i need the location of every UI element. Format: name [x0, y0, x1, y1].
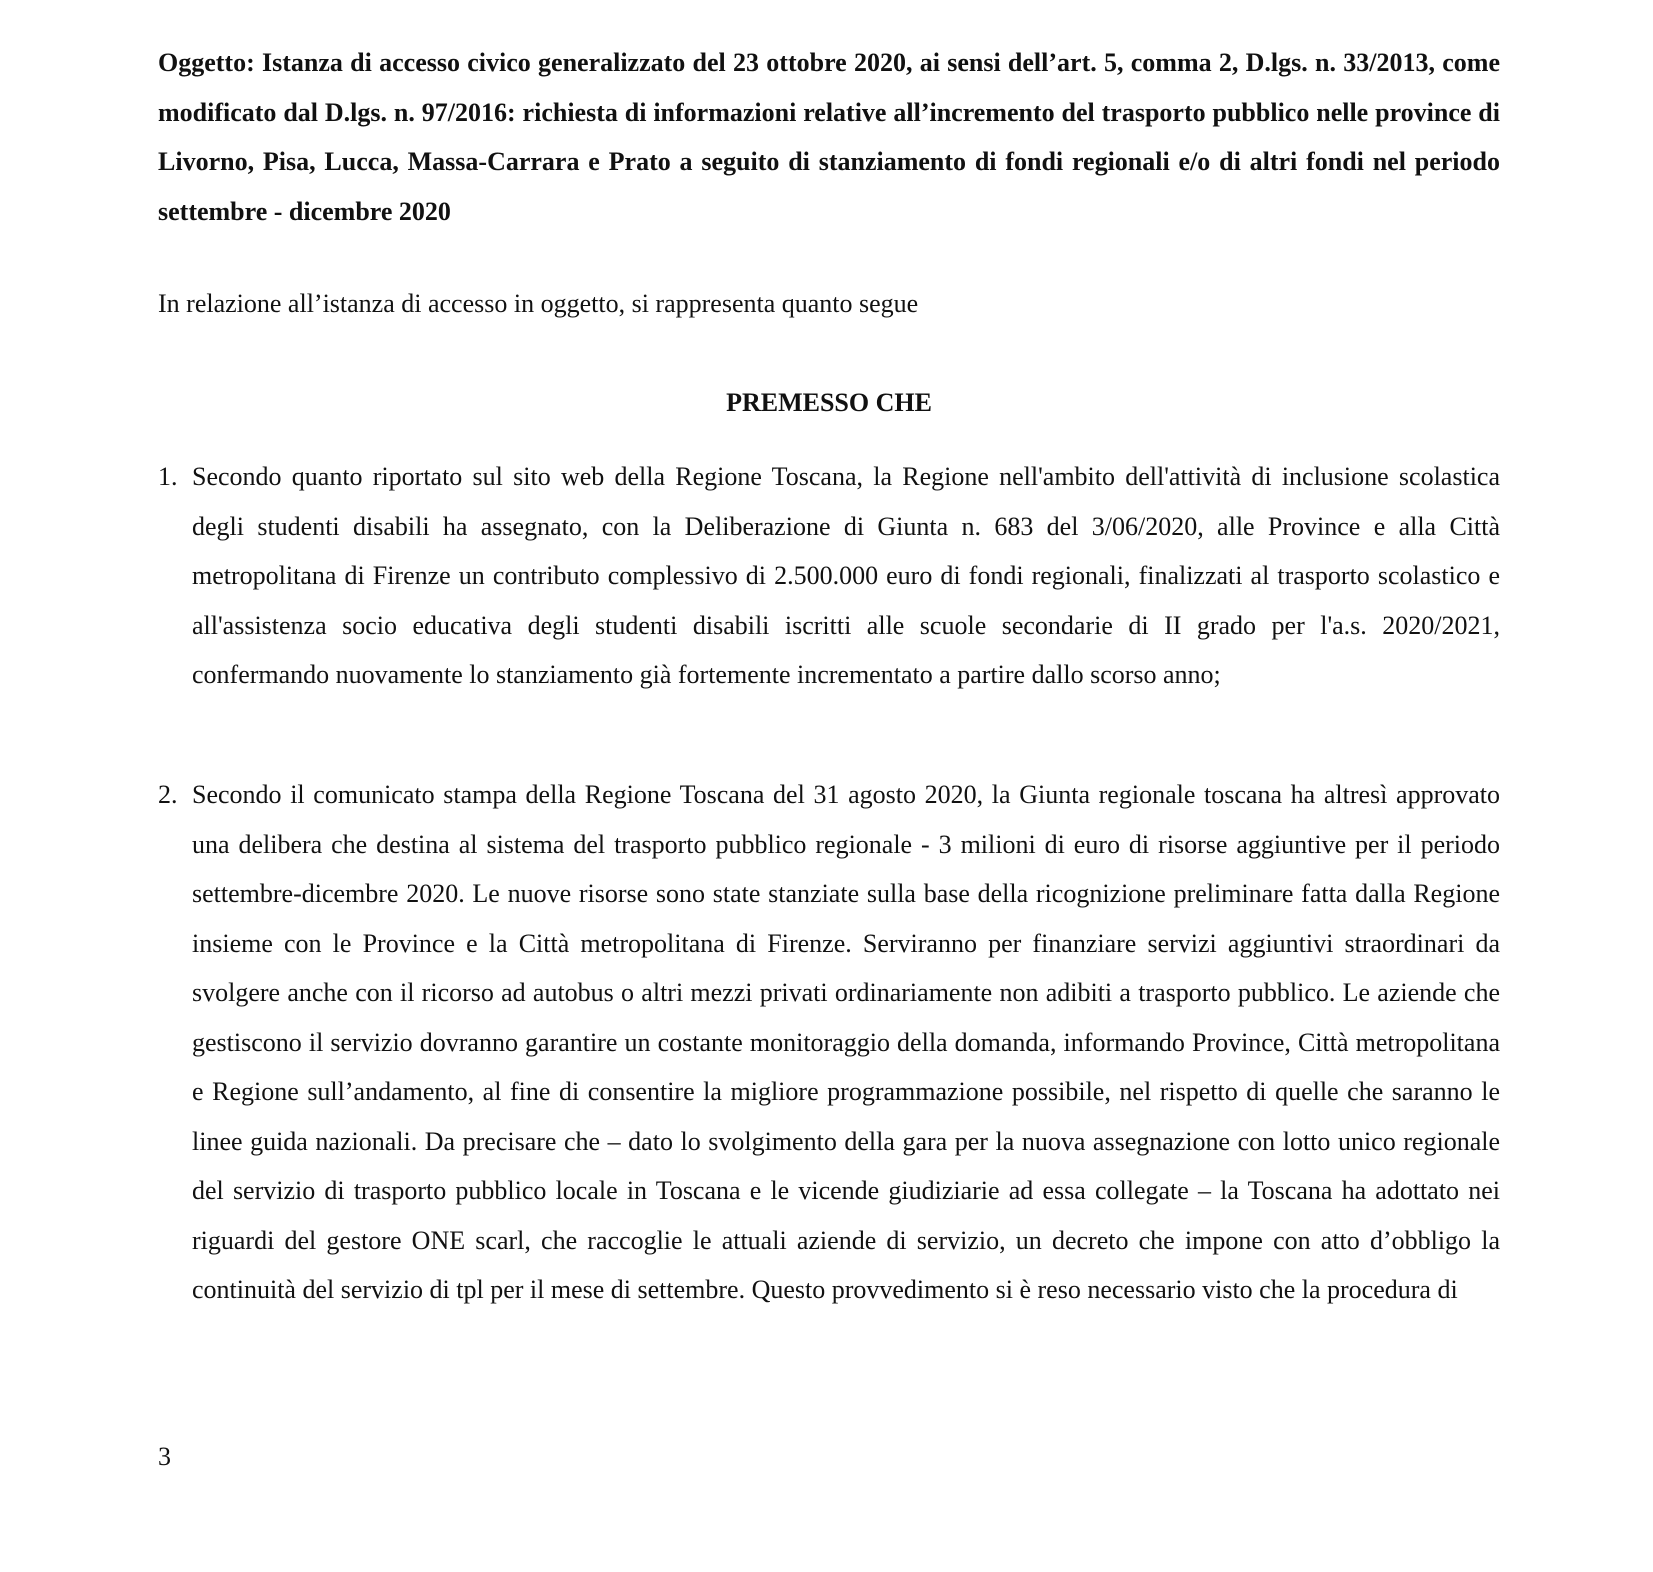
list-item-number: 1. — [158, 462, 178, 491]
list-item — [158, 770, 1500, 1315]
list-item — [158, 452, 1500, 700]
section-heading: PREMESSO CHE — [726, 388, 932, 417]
intro-sentence: In relazione all’istanza di accesso in oggetto, si rappresenta quanto segue — [158, 289, 919, 318]
list-item-body — [158, 452, 1500, 700]
list-item-body — [158, 770, 1500, 1315]
list-item-number: 2. — [158, 780, 178, 809]
page-number: 3 — [158, 1442, 171, 1471]
subject-paragraph: Oggetto: Istanza di accesso civico generalizzato del 23 ottobre 2020, ai sensi dell’art. 5, comma 2, D.lgs. n. 33/2013, come modificato dal D.lgs. n. 97/2016: richiesta di informazioni relative all’incremento del trasporto pubblico nelle province di Livorno, Pisa, Lucca, Massa-Carrara e Prato a seguito di stanziamento di fondi regionali e/o di altri fondi nel periodo settembre - dicembre 2020 — [158, 48, 1500, 226]
list-item-text: Secondo il comunicato stampa della Regione Toscana del 31 agosto 2020, la Giunta regionale toscana ha altresì approvato una delibera che destina al sistema del trasporto pubblico regionale - 3 milioni di euro di risorse aggiuntive per il periodo settembre-dicembre 2020. Le nuove risorse sono state stanziate sulla base della ricognizione preliminare fatta dalla Regione insieme con le Province e la Città metropolitana di Firenze. Serviranno per finanziare servizi aggiuntivi straordinari da svolgere anche con il ricorso ad autobus o altri mezzi privati ordinariamente non adibiti a trasporto pubblico. Le aziende che gestiscono il servizio dovranno garantire un costante monitoraggio della domanda, informando Province, Città metropolitana e Regione sull’andamento, al fine di consentire la migliore programmazione possibile, nel rispetto di quelle che saranno le linee guida nazionali. Da precisare che – dato lo svolgimento della gara per la nuova assegnazione con lotto unico regionale del servizio di trasporto pubblico locale in Toscana e le vicende giudiziarie ad essa collegate – la Toscana ha adottato nei riguardi del gestore ONE scarl, che raccoglie le attuali aziende di servizio, un decreto che impone con atto d’obbligo la continuità del servizio di tpl per il mese di settembre. Questo provvedimento si è reso necessario visto che la procedura di — [192, 780, 1500, 1304]
list-item-text: Secondo quanto riportato sul sito web della Regione Toscana, la Regione nell'ambito dell'attività di inclusione scolastica degli studenti disabili ha assegnato, con la Deliberazione di Giunta n. 683 del 3/06/2020, alle Province e alla Città metropolitana di Firenze un contributo complessivo di 2.500.000 euro di fondi regionali, finalizzati al trasporto scolastico e all'assistenza socio educativa degli studenti disabili iscritti alle scuole secondarie di II grado per l'a.s. 2020/2021, confermando nuovamente lo stanziamento già fortemente incrementato a partire dallo scorso anno; — [192, 462, 1500, 689]
